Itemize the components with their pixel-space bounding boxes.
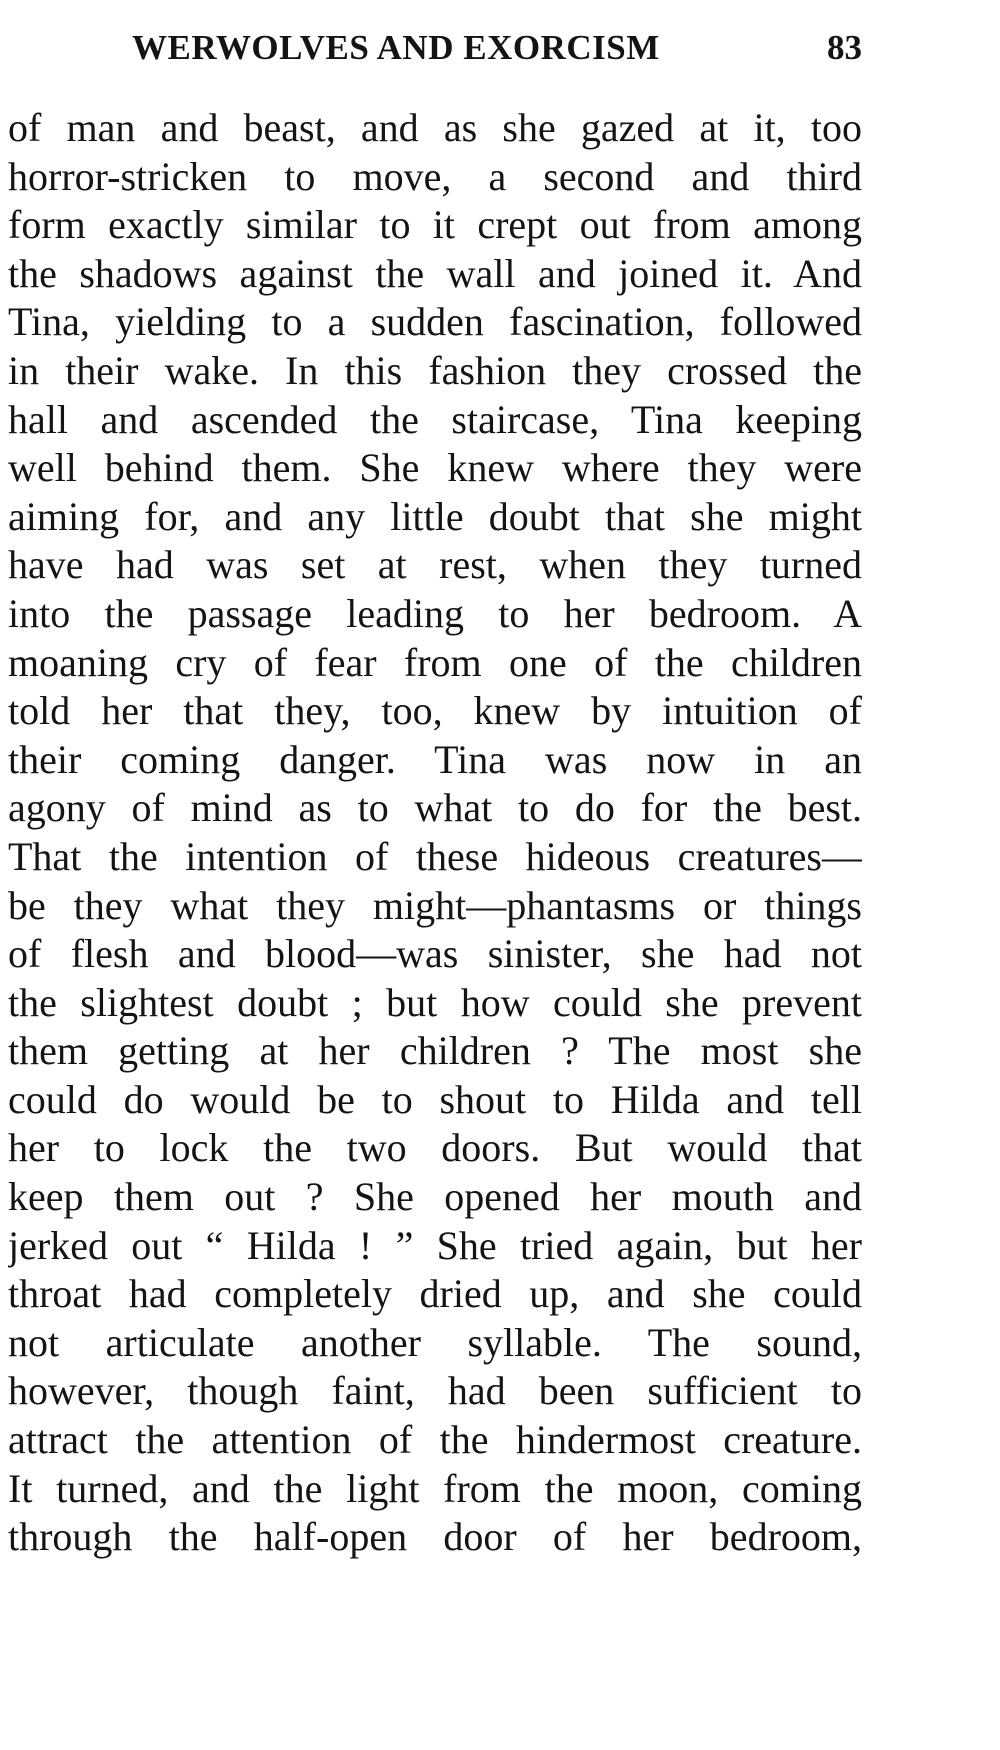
page-number: 83	[827, 28, 862, 67]
text-line: the shadows against the wall and joined it. And	[8, 250, 862, 296]
text-line: throat had completely dried up, and she could	[8, 1271, 862, 1317]
text-line: keep them out ? She opened her mouth and	[8, 1174, 862, 1220]
text-line: of flesh and blood—was sinister, she had not	[8, 931, 862, 977]
text-line: told her that they, too, knew by intuition of	[8, 688, 862, 734]
text-line: through the half-open door of her bedroom,	[8, 1514, 862, 1560]
text-line: however, though faint, had been sufficient to	[8, 1368, 862, 1414]
text-line: could do would be to shout to Hilda and tell	[8, 1076, 862, 1122]
text-line: jerked out “ Hilda ! ” She tried again, but her	[8, 1222, 862, 1268]
text-line: agony of mind as to what to do for the best.	[8, 785, 862, 831]
body-text	[8, 104, 862, 1562]
text-line: moaning cry of fear from one of the children	[8, 639, 862, 685]
text-line: their coming danger. Tina was now in an	[8, 736, 862, 782]
text-line: the slightest doubt ; but how could she prevent	[8, 979, 862, 1025]
text-line: hall and ascended the staircase, Tina keeping	[8, 396, 862, 442]
text-line: of man and beast, and as she gazed at it, too	[8, 105, 862, 150]
text-line: Tina, yielding to a sudden fascination, followed	[8, 299, 862, 345]
text-line: form exactly similar to it crept out from among	[8, 202, 862, 248]
text-line: her to lock the two doors. But would that	[8, 1125, 862, 1171]
text-line: have had was set at rest, when they turned	[8, 542, 862, 588]
text-line: That the intention of these hideous creatures—	[8, 833, 862, 879]
text-line: aiming for, and any little doubt that she might	[8, 493, 862, 539]
text-line: horror-stricken to move, a second and third	[8, 153, 862, 199]
text-line: not articulate another syllable. The sound,	[8, 1319, 862, 1365]
text-line: them getting at her children ? The most she	[8, 1028, 862, 1074]
text-line: It turned, and the light from the moon, coming	[8, 1465, 862, 1511]
text-line: in their wake. In this fashion they crossed the	[8, 347, 862, 393]
text-line: into the passage leading to her bedroom. A	[8, 590, 862, 636]
text-line: attract the attention of the hindermost creature.	[8, 1417, 862, 1463]
running-title: WERWOLVES AND EXORCISM	[132, 28, 660, 67]
running-head	[132, 28, 862, 78]
text-line: well behind them. She knew where they were	[8, 445, 862, 491]
text-line: be they what they might—phantasms or things	[8, 882, 862, 928]
